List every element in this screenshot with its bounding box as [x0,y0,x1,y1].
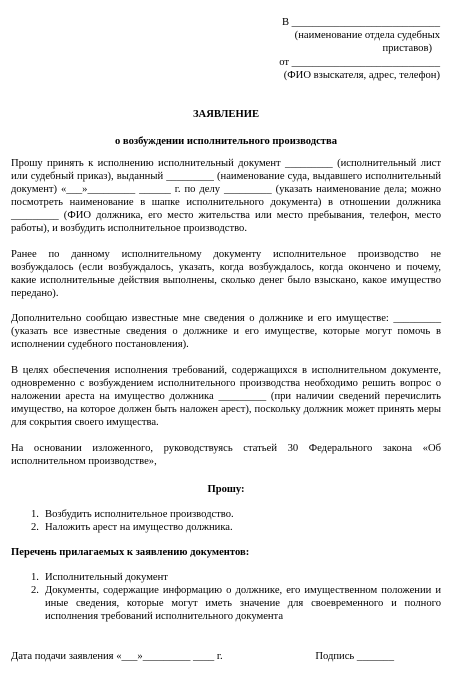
attachment-item-number: 2. [31,585,39,596]
document-title: ЗАЯВЛЕНИЕ [192,109,260,120]
addressee-line: В ____________________________ [281,17,440,28]
signature-line: Подпись _______ [315,651,394,662]
attachment-item [11,584,441,623]
request-item-number: 2. [31,522,39,533]
attachment-item [11,571,441,584]
attachment-item-text: Документы, содержащие информацию о должнике, его имущественном положении и иные сведения, которые могут иметь значение для своевременного и полного исполнения требований исполнительного документа [45,585,441,622]
request-heading: Прошу: [207,484,245,495]
request-item-number: 1. [31,509,39,520]
sender-line: от ____________________________ [279,57,440,68]
addressee-note: (наименование отдела судебных [294,30,440,41]
request-item-text: Возбудить исполнительное производство. [45,509,234,520]
paragraph-previous-proceedings: Ранее по данному исполнительному документу исполнительное производство не возбуждалось (если возбуждалось, указать, когда возбуждалось, когда окончено и почему, какие исполнительные действия выполнены, сколько денег было взыскано, какое имущество передано). [11,249,441,299]
document-subtitle: о возбуждении исполнительного производства [114,136,338,147]
paragraph-debtor-info: Дополнительно сообщаю известные мне сведения о должнике и его имуществе: _________ (указать все известные сведения о должнике и его имуществе, которые могут помочь в исполнении судебного постановления). [11,313,441,350]
attachments-heading: Перечень прилагаемых к заявлению документов: [11,547,250,558]
request-item-text: Наложить арест на имущество должника. [45,522,233,533]
attachment-item-text: Исполнительный документ [45,572,168,583]
request-item [11,521,441,534]
paragraph-arrest-request: В целях обеспечения исполнения требований, содержащихся в исполнительном документе, одновременно с возбуждением исполнительного производства необходимо решить вопрос о наложении ареста на имущество должника _________ (при наличии сведений перечислить имущество, на которое должен быть наложен арест), поскольку должник может принять меры для сокрытия своего имущества. [11,365,441,428]
attachment-item-number: 1. [31,572,39,583]
addressee-note-continued: приставов) [382,43,432,54]
filing-date: Дата подачи заявления «___»_________ ____ г. [11,651,223,662]
attachments-list [11,571,441,623]
sender-note: (ФИО взыскателя, адрес, телефон) [283,70,440,81]
request-item [11,508,441,521]
paragraph-legal-basis: На основании изложенного, руководствуясь статьей 30 Федерального закона «Об исполнительном производстве», [11,443,441,467]
request-list [11,508,441,534]
paragraph-request-details: Прошу принять к исполнению исполнительный документ _________ (исполнительный лист или судебный приказ), выданный _________ (наименование суда, выдавшего исполнительный документ) «___»_________ ______ г. по делу _________ (указать наименование дела; можно посмотреть наименование в шапке исполнительного документа) в отношении должника _________ (ФИО должника, его место жительства или место пребывания, телефон, место работы), и возбудить исполнительное производство. [11,158,441,234]
